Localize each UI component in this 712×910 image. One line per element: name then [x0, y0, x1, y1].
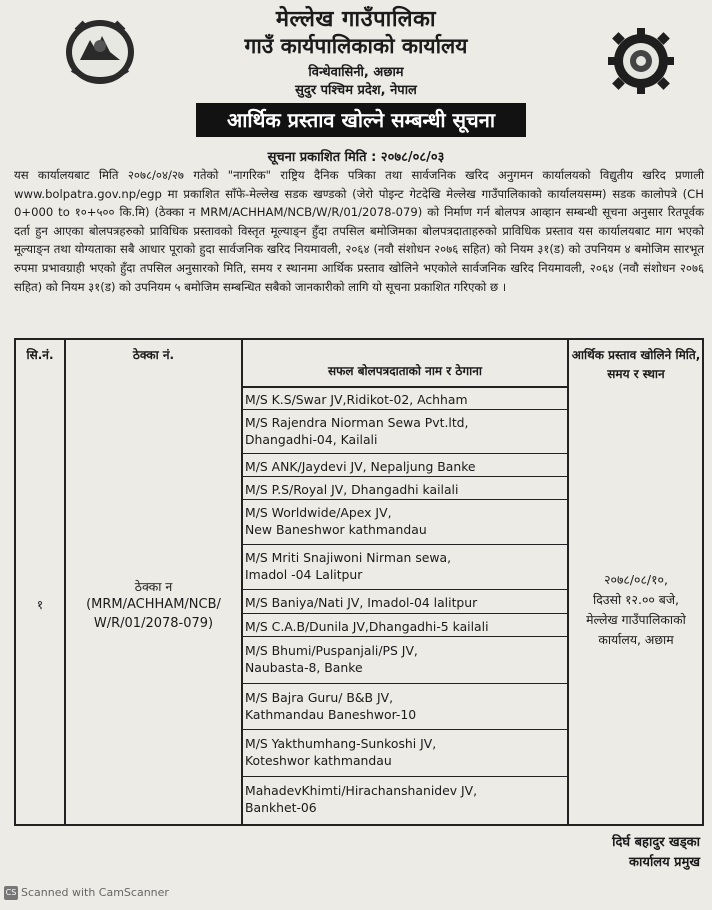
bidder-address: Kathmandau Baneshwor-10: [245, 707, 417, 722]
header-contract-no: ठेक्का नं.: [132, 348, 175, 362]
header-bidder: सफल बोलपत्रदाताको नाम र ठेगाना: [328, 364, 482, 378]
publication-date: सूचना प्रकाशित मिति : २०७८/०८/०३: [267, 150, 445, 165]
list-item: [245, 618, 571, 635]
province-country: सुदुर पश्चिम प्रदेश, नेपाल: [295, 83, 417, 98]
bidder-name: M/S Yakthumhang-Sunkoshi JV,: [245, 736, 437, 751]
bidder-address: Imadol -04 Lalitpur: [245, 567, 363, 582]
opening-details: [570, 570, 702, 650]
bidder-name: M/S ANK/Jaydevi JV, Nepaljung Banke: [245, 459, 476, 474]
list-item: [245, 594, 571, 611]
bidder-address: Bankhet-06: [245, 800, 317, 815]
bidder-name: M/S K.S/Swar JV,Ridikot-02, Achham: [245, 392, 468, 407]
contract-number-line1: (MRM/ACHHAM/NCB/: [86, 597, 221, 612]
header-sn: सि.नं.: [26, 348, 54, 362]
list-item: [245, 689, 571, 723]
list-item: [245, 458, 571, 475]
signatory-name: दिर्घ बहादुर खड्का: [612, 835, 700, 850]
bidder-name: M/S Rajendra Niorman Sewa Pvt.ltd,: [245, 415, 469, 430]
bidder-address: Dhangadhi-04, Kailali: [245, 432, 378, 447]
header-opening: आर्थिक प्रस्ताव खोलिने मिति, समय र स्थान: [571, 348, 701, 381]
list-item: [245, 642, 571, 676]
bidder-name: M/S Bajra Guru/ B&B JV,: [245, 690, 394, 705]
opening-place: मेल्लेख गाउँपालिकाको: [586, 612, 686, 627]
row-sn: १: [36, 597, 44, 612]
notice-title-banner: आर्थिक प्रस्ताव खोल्ने सम्बन्धी सूचना: [196, 103, 526, 137]
scanner-watermark: [4, 886, 169, 900]
list-item: [245, 391, 571, 408]
bidder-address: New Baneshwor kathmandau: [245, 522, 427, 537]
bidders-table: [14, 338, 704, 826]
contract-number-line2: W/R/01/2078-079): [93, 616, 214, 631]
camscanner-logo-icon: CS: [4, 886, 18, 900]
bidder-address: Naubasta-8, Banke: [245, 660, 363, 675]
contract-label-text: ठेक्का न: [134, 579, 173, 594]
bidder-name: M/S C.A.B/Dunila JV,Dhangadhi-5 kailali: [245, 619, 489, 634]
bidder-name: M/S Mriti Snajiwoni Nirman sewa,: [245, 550, 452, 565]
opening-time: दिउसो १२.०० बजे,: [593, 592, 679, 607]
bidder-name: M/S Baniya/Nati JV, Imadol-04 lalitpur: [245, 595, 478, 610]
contract-label: [66, 578, 241, 633]
list-item: [245, 504, 571, 538]
opening-date: २०७८/०८/१०,: [604, 572, 668, 587]
list-item: [245, 481, 571, 498]
list-item: [245, 549, 571, 583]
office-location: विन्धेवासिनी, अछाम: [308, 65, 404, 80]
municipality-name: मेल्लेख गाउँपालिका: [275, 7, 437, 32]
bidder-name: MahadevKhimti/Hirachanshanidev JV,: [245, 783, 478, 798]
scanner-text: Scanned with CamScanner: [21, 886, 169, 899]
bidder-name: M/S Bhumi/Puspanjali/PS JV,: [245, 643, 418, 658]
bidder-name: M/S Worldwide/Apex JV,: [245, 505, 392, 520]
office-name: गाउँ कार्यपालिकाको कार्यालय: [244, 34, 468, 58]
notice-paragraph: यस कार्यालयबाट मिति २०७८/०४/२७ गतेको "नागरिक" राष्ट्रिय दैनिक पत्रिका तथा सार्वजनिक खरिद अनुगमन कार्यालयको विद्युतीय खरिद प्रणाली www.bolpatra.gov.np/egp मा प्रकाशित साँफे-मेल्लेख सडक खण्डको (जेरो पोइन्ट गेटदेखि मेल्लेख गाउँपालिकाको कार्यालयसम्म) सडक कालोपत्रे (CH 0+000 to १०+५०० कि.मि) (ठेक्का न MRM/ACHHAM/NCB/W/R/01/2078-079) को निर्माण गर्न बोलपत्र आव्हान सम्बन्धी सूचना अनुसार रितपूर्वक दर्ता हुन आएका बोलपत्रहरुको प्राविधिक प्रस्तावको विस्तृत मूल्याङ्न हुँदा तपसिल बमोजिमका बोलपत्रदाताहरुको प्राविधिक प्रस्ताव यस कार्यालयबाट माग भएको मूल्याङ्न तथा योग्यताका सबै आधार पूराको हुदा सार्वजनिक खरिद नियमावली, २०६४ (नवौ संशोधन २०७६ सहित) को नियम ३१(ड) को उपनियम ४ बमोजिम सारभूत रुपमा प्रभावग्राही भएको हुँदा तपसिल अनुसारको मिति, समय र स्थानमा आर्थिक प्रस्ताव खोलिने भएकोले सार्वजनिक खरिद नियमावली, २०६४ (नवौ संशोधन २०७६ सहित) को नियम ३१(ड) को उपनियम ५ बमोजिम सम्बन्धित सबैको जानकारीको लागि यो सूचना प्रकाशित गरिएको छ ।: [14, 168, 704, 294]
list-item: [245, 414, 571, 448]
list-item: [245, 735, 571, 769]
bidder-address: Koteshwor kathmandau: [245, 753, 392, 768]
bidder-name: M/S P.S/Royal JV, Dhangadhi kailali: [245, 482, 459, 497]
opening-place-2: कार्यालय, अछाम: [598, 632, 674, 647]
list-item: [245, 782, 571, 816]
signatory-title: कार्यालय प्रमुख: [629, 855, 700, 870]
